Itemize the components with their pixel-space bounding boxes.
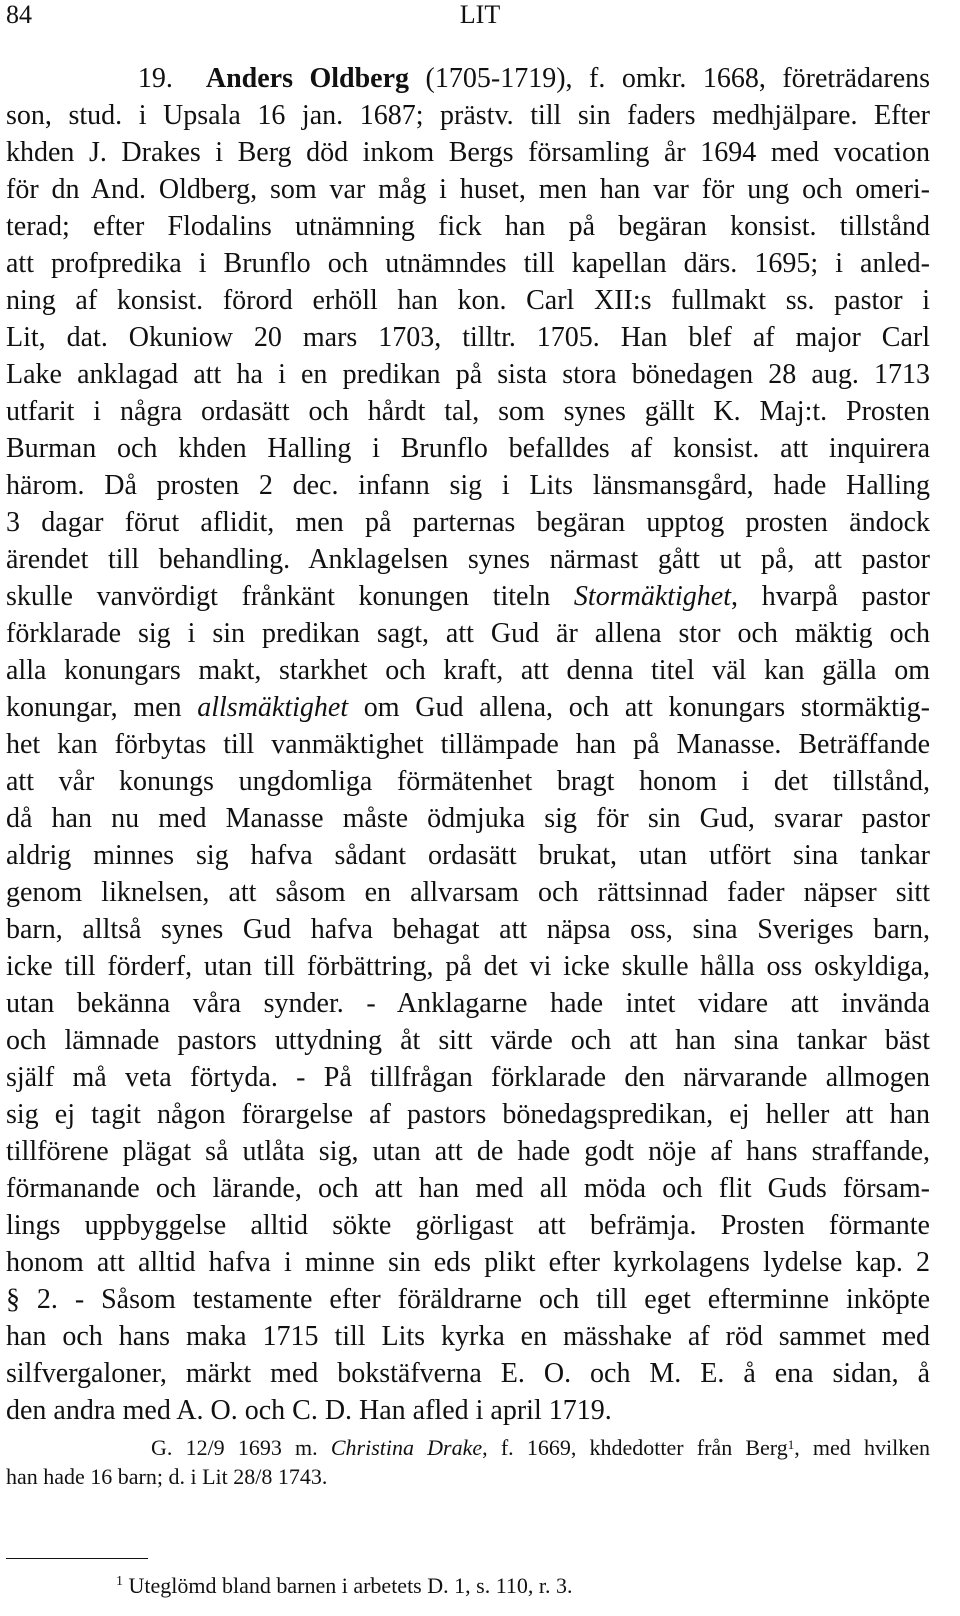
text-line: utan bekänna våra synder. - Anklagarne hade intet vidare att invända (6, 988, 930, 1019)
text-line: Lit, dat. Okuniow 20 mars 1703, tilltr. 1705. Han blef af major Carl (6, 322, 930, 353)
text-segment: , hvarpå pastor (731, 581, 931, 612)
text-line: alla konungars makt, starkhet och kraft, att denna titel väl kan gälla om (6, 655, 930, 686)
page-number: 84 (6, 0, 32, 29)
marriage-line-2: han hade 16 barn; d. i Lit 28/8 1743. (6, 1464, 328, 1489)
text-segment: konungar, men (6, 692, 198, 723)
footnote-reference: 1 (787, 1437, 795, 1452)
text-line: lings uppbyggelse alltid sökte görligast att befrämja. Prosten förmante (6, 1210, 930, 1241)
marriage-rest: , f. 1669, khdedotter från Berg (482, 1435, 788, 1460)
entry-name: Anders Oldberg (205, 63, 410, 94)
text-line: utfarit i några ordasätt och hårdt tal, som synes gällt K. Maj:t. Prosten (6, 396, 930, 427)
spouse-name: Christina Drake (330, 1435, 483, 1460)
text-line: för dn And. Oldberg, som var måg i huset, men han var för ung och omeri- (6, 174, 930, 205)
text-line: barn, alltså synes Gud hafva behagat att näpsa oss, sina Sveriges barn, (6, 914, 930, 945)
footnote-rule (6, 1558, 148, 1559)
footnote-mark: 1 (116, 1574, 123, 1589)
text-line: § 2. - Såsom testamente efter föräldrarne och till eget efterminne inköpte (6, 1284, 930, 1315)
text-line: Burman och khden Halling i Brunflo befalldes af konsist. att inquirera (6, 433, 930, 464)
text-line: ärendet till behandling. Anklagelsen synes närmast gått ut på, att pastor (6, 544, 930, 575)
text-line: silfvergaloner, märkt med bokstäfverna E. O. och M. E. å ena sidan, å (6, 1358, 930, 1389)
text-line: han och hans maka 1715 till Lits kyrka en mässhake af röd sammet med (6, 1321, 930, 1352)
text-line: sig ej tagit någon förargelse af pastors bönedagspredikan, ej heller att han (6, 1099, 930, 1130)
text-line-allsmaktighet (6, 689, 930, 726)
text-line: själf må veta förtyda. - På tillfrågan förklarade den närvarande allmogen (6, 1062, 930, 1093)
text-line-stormaktighet (6, 578, 930, 615)
marriage-line (6, 1429, 930, 1461)
text-line: Lake anklagad att ha i en predikan på sista stora bönedagen 28 aug. 1713 (6, 359, 930, 390)
text-line: ning af konsist. förord erhöll han kon. Carl XII:s fullmakt ss. pastor i (6, 285, 930, 316)
footnote (6, 1566, 573, 1602)
text-line: honom att alltid hafva i minne sin eds plikt efter kyrkolagens lydelse kap. 2 (6, 1247, 930, 1278)
marriage-after-ref: , med hvilken (794, 1435, 930, 1460)
text-line: 3 dagar förut aflidit, men på parternas begäran upptog prosten ändock (6, 507, 930, 538)
italic-term-stormaktighet: Stormäktighet (573, 581, 732, 612)
footnote-text: Uteglömd bland barnen i arbetets D. 1, s. 110, r. 3. (128, 1573, 573, 1598)
text-line: het kan förbytas till vanmäktighet tillämpade han på Manasse. Beträffande (6, 729, 930, 760)
text-line: då han nu med Manasse måste ödmjuka sig för sin Gud, svarar pastor (6, 803, 930, 834)
text-line: härom. Då prosten 2 dec. infann sig i Lits länsmansgård, hade Halling (6, 470, 930, 501)
running-title: LIT (459, 0, 501, 29)
text-line: förklarade sig i sin predikan sagt, att Gud är allena stor och mäktig och (6, 618, 930, 649)
text-line: att profpredika i Brunflo och utnämndes till kapellan därs. 1695; i anled- (6, 248, 930, 279)
text-line: terad; efter Flodalins utnämning fick han på begäran konsist. tillstånd (6, 211, 930, 242)
italic-term-allsmaktighet: allsmäktighet (197, 692, 349, 723)
text-segment: om Gud allena, och att konungars stormäktig- (348, 692, 930, 723)
text-line: khden J. Drakes i Berg död inkom Bergs församling år 1694 med vocation (6, 137, 930, 168)
text-line: och lämnade pastors uttydning åt sitt värde och att han sina tankar bäst (6, 1025, 930, 1056)
entry-number: 19. (137, 63, 173, 94)
text-segment: skulle vanvördigt frånkänt konungen titeln (6, 581, 574, 612)
entry-first-line-rest: (1705-1719), f. omkr. 1668, företrädarens (425, 63, 931, 94)
text-line: förmanande och lärande, och att han med all möda och flit Guds försam- (6, 1173, 930, 1204)
text-last-line: den andra med A. O. och C. D. Han afled i april 1719. (6, 1395, 612, 1426)
page-header (0, 0, 960, 36)
entry-body (6, 60, 930, 1493)
text-line: icke till förderf, utan till förbättring, på det vi icke skulle hålla oss oskyldiga, (6, 951, 930, 982)
text-line: genom liknelsen, att såsom en allvarsam och rättsinnad fader näpser sitt (6, 877, 930, 908)
text-line: aldrig minnes sig hafva sådant ordasätt brukat, utan utfört sina tankar (6, 840, 930, 871)
text-line: son, stud. i Upsala 16 jan. 1687; prästv. till sin faders medhjälpare. Efter (6, 100, 930, 131)
marriage-prefix: G. 12/9 1693 m. (151, 1435, 331, 1460)
text-line: att vår konungs ungdomliga förmätenhet bragt honom i det tillstånd, (6, 766, 930, 797)
text-line: tillförene plägat så utlåta sig, utan att de hade godt nöje af hans straffande, (6, 1136, 930, 1167)
entry-first-line (6, 60, 930, 97)
